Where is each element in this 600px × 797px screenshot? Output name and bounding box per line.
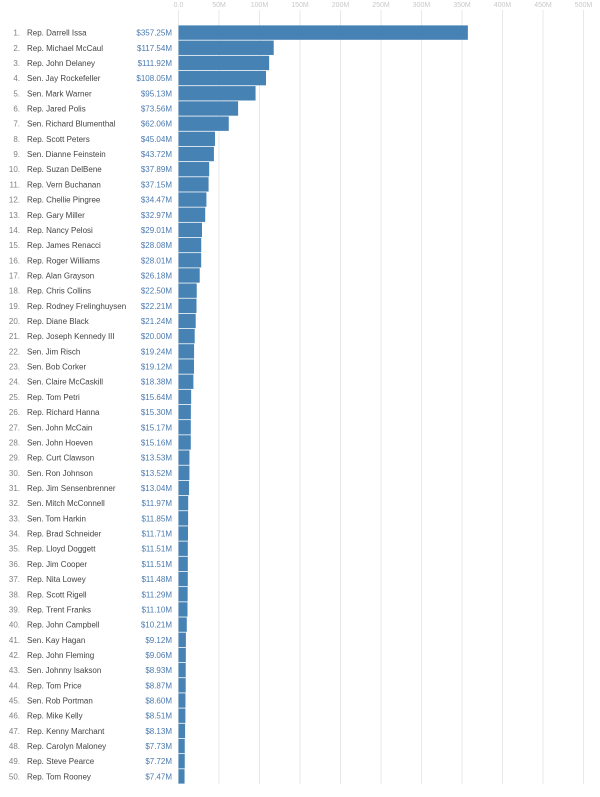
x-tick-label: 150M [291,2,309,9]
bar [179,405,191,419]
bar [179,238,202,252]
value-label: $11.97M [141,499,172,509]
member-name-label: Rep. Alan Grayson [27,271,95,281]
bar-row [9,314,196,328]
x-tick-label: 50M [212,2,226,9]
bar-row [9,572,188,586]
bar-row [9,511,188,525]
member-name-label: Sen. Rob Portman [27,696,93,706]
member-name-label: Rep. Chellie Pingree [27,195,101,205]
bar [179,132,215,146]
rank-label: 44. [8,681,20,691]
rank-label: 21. [8,332,20,342]
bar-row [9,724,185,738]
bar [179,147,214,161]
rank-label: 32. [8,499,20,509]
bar-row [9,375,194,389]
bar-row [9,557,188,571]
member-name-label: Sen. John McCain [27,423,93,433]
bar [179,359,194,373]
rank-label: 7. [13,119,20,129]
bar [179,481,190,495]
value-label: $73.56M [140,104,172,114]
value-label: $108.05M [136,74,172,84]
rank-label: 10. [8,165,20,175]
value-label: $8.93M [145,666,172,676]
member-name-label: Rep. Michael McCaul [27,43,104,53]
bar-row [9,678,186,692]
bar [179,693,186,707]
x-tick-label: 350M [453,2,471,9]
value-label: $357.25M [136,28,172,38]
rank-label: 41. [8,635,20,645]
value-label: $117.54M [137,43,172,53]
x-tick-label: 300M [412,2,431,9]
rank-label: 17. [8,271,20,281]
bar-row [9,162,209,176]
value-label: $15.16M [140,438,172,448]
bar-row [9,481,189,495]
member-name-label: Rep. Nancy Pelosi [27,225,93,235]
rank-label: 38. [8,590,20,600]
bar-row [9,633,186,647]
member-name-label: Rep. Steve Pearce [27,757,95,767]
rank-label: 28. [8,438,20,448]
member-name-label: Rep. Jared Polis [27,104,86,114]
bar [179,754,185,768]
member-name-label: Sen. Tom Harkin [27,514,86,524]
bar [179,56,270,70]
gridlines [179,10,584,784]
bar-row [9,466,190,480]
member-name-label: Sen. Richard Blumenthal [27,119,116,129]
value-label: $8.13M [145,726,172,736]
value-label: $9.12M [145,635,172,645]
bar [179,450,190,464]
bar-row [9,192,207,206]
member-name-label: Rep. Mike Kelly [27,711,83,721]
value-label: $8.51M [145,711,172,721]
value-label: $28.08M [140,241,172,251]
value-label: $10.21M [140,620,172,630]
x-tick-label: 200M [331,2,350,9]
member-name-label: Sen. Kay Hagan [27,635,86,645]
value-label: $7.72M [145,757,172,767]
value-label: $22.50M [140,286,172,296]
bar [179,587,188,601]
rank-label: 48. [8,742,20,752]
member-name-label: Sen. Johnny Isakson [27,666,102,676]
rank-label: 34. [8,529,20,539]
bar-row [9,390,191,404]
rank-label: 37. [8,575,20,585]
member-name-label: Rep. Brad Schneider [27,529,102,539]
rank-label: 5. [13,89,20,99]
value-label: $43.72M [140,150,172,160]
bar [179,526,188,540]
member-name-label: Sen. Claire McCaskill [27,377,104,387]
member-name-label: Rep. Chris Collins [27,286,92,296]
member-name-label: Rep. John Campbell [27,620,100,630]
bar [179,177,209,191]
value-label: $45.04M [140,134,172,144]
value-label: $28.01M [140,256,172,266]
rank-label: 14. [8,225,20,235]
member-name-label: Rep. Tom Petri [27,392,80,402]
bar-row [9,405,191,419]
value-label: $11.29M [141,590,172,600]
bar [179,268,200,282]
member-name-label: Rep. Tom Price [27,681,82,691]
value-label: $21.24M [140,317,172,327]
bar [179,86,256,100]
bar-row [9,299,197,313]
bar [179,617,187,631]
bar [179,101,239,115]
member-name-label: Rep. Lloyd Doggett [27,544,96,554]
bar [179,41,274,55]
bar-row [13,25,468,39]
bar [179,633,186,647]
bar-row [9,329,195,343]
rank-label: 27. [8,423,20,433]
value-label: $11.71M [141,529,172,539]
rank-label: 33. [8,514,20,524]
value-label: $9.06M [145,650,172,660]
member-name-label: Rep. Roger Williams [27,256,100,266]
bar [179,542,188,556]
value-label: $15.64M [140,392,172,402]
value-label: $13.04M [140,483,172,493]
bar-row [13,41,273,55]
rank-label: 46. [8,711,20,721]
bar [179,724,186,738]
rank-label: 3. [13,58,20,68]
bar-row [9,268,200,282]
x-axis-ticks [174,2,593,9]
bar-row [9,177,208,191]
rank-label: 23. [8,362,20,372]
member-name-label: Rep. Darrell Issa [27,28,87,38]
value-label: $11.85M [141,514,172,524]
bar-row [9,754,185,768]
bar [179,283,197,297]
value-label: $37.89M [140,165,172,175]
value-label: $111.92M [137,58,172,68]
member-name-label: Rep. Joseph Kennedy III [27,332,115,342]
bar [179,253,202,267]
member-name-label: Rep. John Fleming [27,650,95,660]
member-name-label: Sen. Jay Rockefeller [27,74,101,84]
value-label: $18.38M [140,377,172,387]
member-name-label: Rep. James Renacci [27,241,101,251]
bar-row [9,253,201,267]
value-label: $34.47M [140,195,172,205]
rank-label: 16. [8,256,20,266]
bar-row [9,648,186,662]
rank-label: 25. [8,392,20,402]
value-label: $22.21M [140,301,172,311]
bar-row [13,56,269,70]
value-label: $62.06M [140,119,172,129]
member-name-label: Sen. Dianne Feinstein [27,150,106,160]
value-label: $11.51M [141,544,172,554]
bar-row [9,526,188,540]
member-name-label: Rep. Trent Franks [27,605,92,615]
bar-row [13,147,214,161]
member-name-label: Rep. Kenny Marchant [27,726,105,736]
bar-row [9,587,188,601]
bar [179,769,185,783]
value-label: $29.01M [140,225,172,235]
rank-label: 12. [8,195,20,205]
bar [179,602,188,616]
value-label: $7.47M [145,772,172,782]
bar-row [9,435,191,449]
value-label: $15.17M [140,423,172,433]
bar [179,25,468,39]
value-label: $15.30M [140,408,172,418]
bar [179,435,191,449]
x-tick-label: 100M [250,2,269,9]
member-name-label: Rep. Rodney Frelinghuysen [27,301,127,311]
value-label: $32.97M [140,210,172,220]
rank-label: 45. [8,696,20,706]
member-name-label: Rep. Gary Miller [27,210,85,220]
bar [179,557,188,571]
bar-row [13,132,215,146]
member-name-label: Rep. Curt Clawson [27,453,95,463]
bar [179,739,185,753]
rank-label: 4. [13,74,20,84]
rank-label: 40. [8,620,20,630]
bar-row [9,223,202,237]
bar-row [9,283,197,297]
rank-label: 2. [13,43,20,53]
bar-row [9,420,191,434]
member-name-label: Rep. Diane Black [27,317,89,327]
value-label: $11.48M [141,575,172,585]
bar-row [9,617,187,631]
member-name-label: Sen. Bob Corker [27,362,87,372]
bar-row [9,450,190,464]
bar [179,223,202,237]
rank-label: 29. [8,453,20,463]
member-name-label: Rep. Scott Rigell [27,590,87,600]
bar [179,390,192,404]
value-label: $7.73M [145,742,172,752]
x-tick-label: 400M [493,2,512,9]
bar-row [9,238,201,252]
bar [179,708,186,722]
rank-label: 43. [8,666,20,676]
bar [179,648,186,662]
rank-label: 26. [8,408,20,418]
rank-label: 22. [8,347,20,357]
bar [179,208,206,222]
rank-label: 31. [8,483,20,493]
bar-row [9,496,188,510]
x-tick-label: 0.0 [173,2,184,9]
member-name-label: Rep. Richard Hanna [27,408,100,418]
rank-label: 1. [13,28,20,38]
rank-label: 42. [8,650,20,660]
bar [179,299,197,313]
value-label: $26.18M [140,271,172,281]
rank-label: 15. [8,241,20,251]
member-name-label: Sen. John Hoeven [27,438,93,448]
bar-row [13,101,238,115]
value-label: $19.24M [140,347,172,357]
bar [179,192,207,206]
member-name-label: Rep. Vern Buchanan [27,180,101,190]
rank-label: 18. [8,286,20,296]
bar [179,329,195,343]
bar [179,511,189,525]
bar-row [9,769,185,783]
value-label: $11.51M [141,559,172,569]
rank-label: 19. [8,301,20,311]
rank-label: 36. [8,559,20,569]
member-name-label: Rep. Tom Rooney [27,772,91,782]
member-name-label: Rep. Jim Sensenbrenner [27,483,116,493]
member-name-label: Sen. Mitch McConnell [27,499,105,509]
bar [179,162,210,176]
bar [179,71,267,85]
rank-label: 39. [8,605,20,615]
rank-label: 24. [8,377,20,387]
value-label: $37.15M [140,180,172,190]
bar [179,466,190,480]
member-name-label: Rep. Scott Peters [27,134,90,144]
bar [179,420,191,434]
bar-row [9,208,205,222]
value-label: $95.13M [140,89,172,99]
member-name-label: Rep. John Delaney [27,58,96,68]
value-label: $11.10M [141,605,172,615]
member-name-label: Sen. Jim Risch [27,347,81,357]
bar-row [9,739,185,753]
bar-row [9,708,186,722]
member-name-label: Rep. Jim Cooper [27,559,88,569]
bar-row [9,359,194,373]
rank-label: 6. [13,104,20,114]
x-tick-label: 450M [534,2,552,9]
bar [179,663,186,677]
bar-rows [9,25,468,783]
bar [179,344,195,358]
bar-row [9,602,188,616]
member-name-label: Rep. Carolyn Maloney [27,742,107,752]
rank-label: 9. [13,150,20,160]
bar-row [9,344,194,358]
bar-row [9,693,186,707]
bar [179,572,188,586]
bar [179,496,189,510]
rank-label: 20. [8,317,20,327]
value-label: $20.00M [140,332,172,342]
bar [179,678,186,692]
value-label: $13.52M [140,468,172,478]
rank-label: 11. [9,180,20,190]
member-name-label: Sen. Ron Johnson [27,468,93,478]
bar [179,375,194,389]
value-label: $13.53M [140,453,172,463]
bar-row [9,663,186,677]
rank-label: 13. [8,210,20,220]
member-name-label: Rep. Nita Lowey [27,575,86,585]
rank-label: 47. [8,726,20,736]
rank-label: 8. [13,134,20,144]
value-label: $19.12M [140,362,172,372]
bar [179,314,196,328]
rank-label: 49. [8,757,20,767]
value-label: $8.87M [145,681,172,691]
bar-row [13,86,255,100]
member-name-label: Rep. Suzan DelBene [27,165,102,175]
x-tick-label: 500M [574,2,593,9]
bar-row [13,71,266,85]
x-tick-label: 250M [372,2,390,9]
member-name-label: Sen. Mark Warner [27,89,92,99]
bar [179,116,229,130]
value-label: $8.60M [145,696,172,706]
rank-label: 50. [8,772,20,782]
rank-label: 30. [8,468,20,478]
bar-row [9,542,188,556]
rank-label: 35. [8,544,20,554]
bar-row [13,116,228,130]
